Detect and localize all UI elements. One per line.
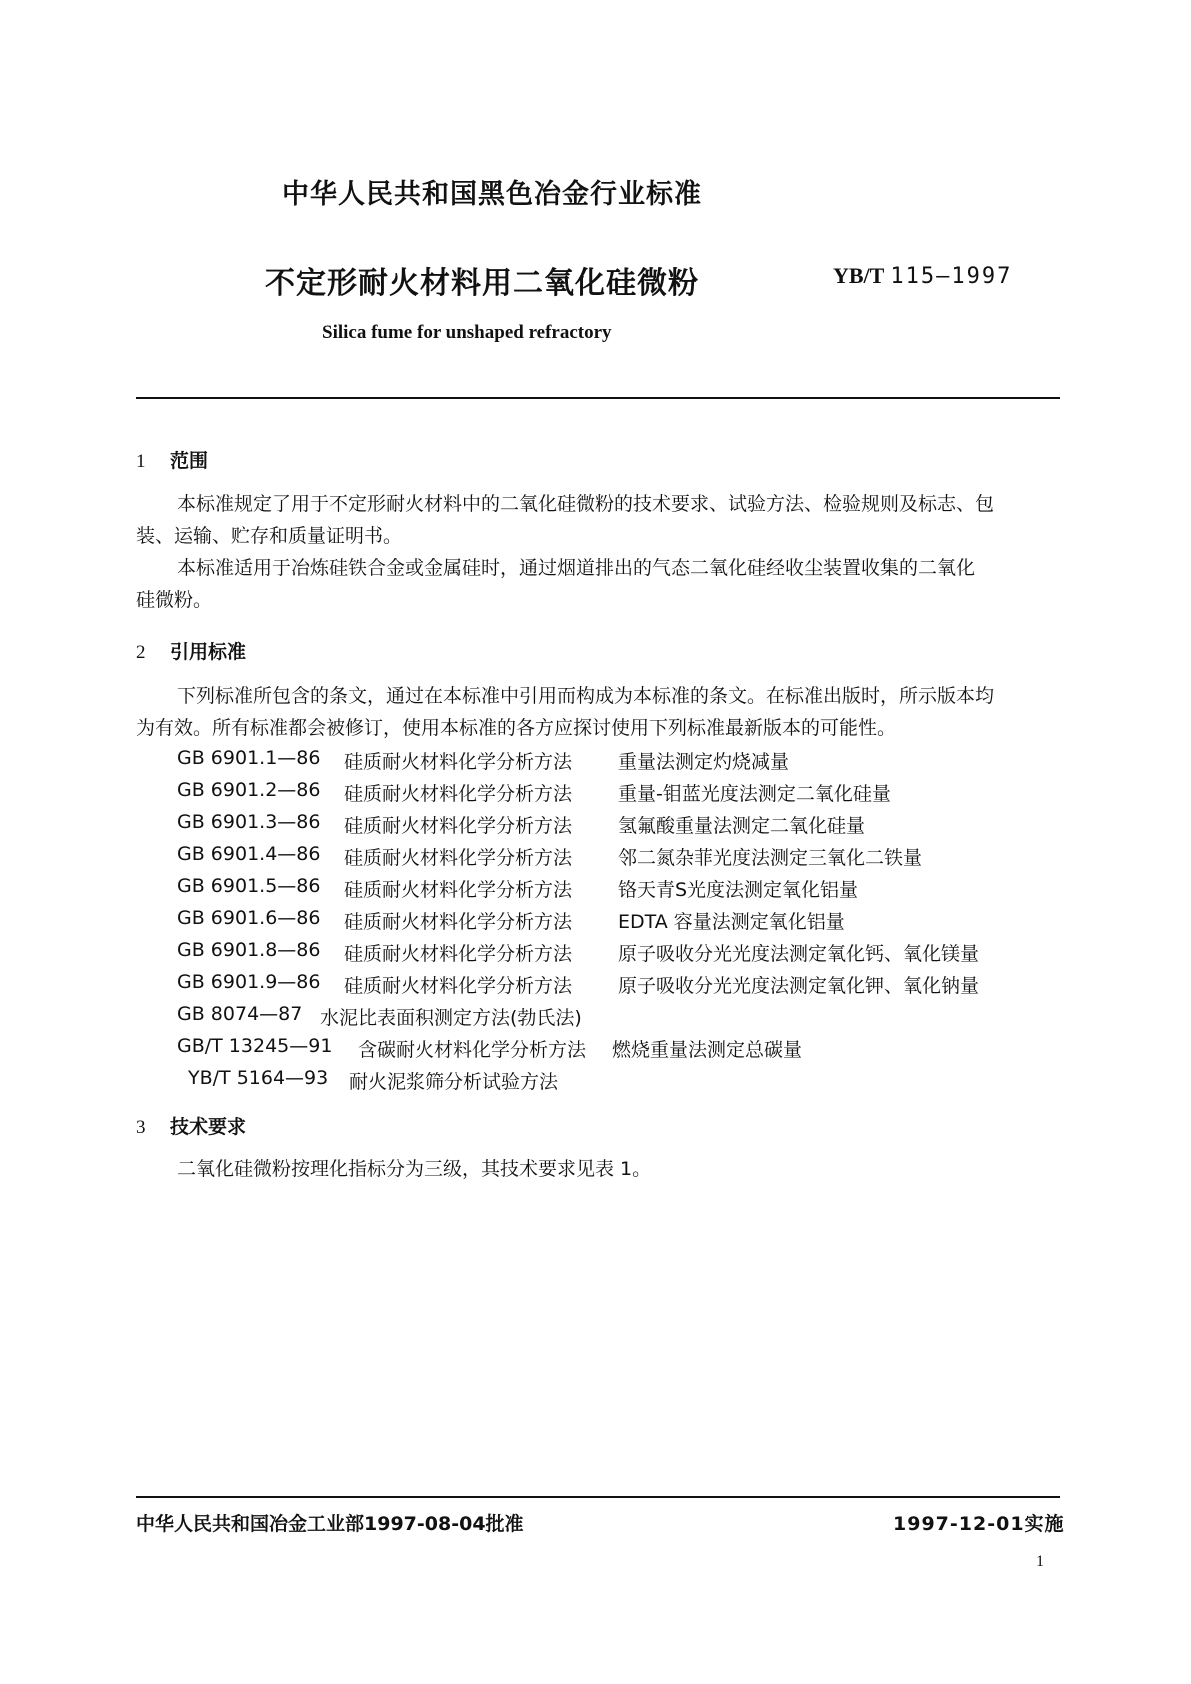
implementation-date: 1997-12-01实施 [893,1513,1065,1535]
ref-code: GB 6901.1—86 [177,747,321,769]
section-3-title: 技术要求 [170,1116,247,1138]
ref-title: 水泥比表面积测定方法(勃氏法) [320,1007,582,1029]
ref-title: 硅质耐火材料化学分析方法 [344,847,573,869]
ref-code: GB 6901.6—86 [177,907,321,929]
approval-line: 中华人民共和国冶金工业部1997-08-04批准 [136,1513,524,1535]
section-3-heading [136,1112,246,1139]
ref-title: 硅质耐火材料化学分析方法 [344,975,573,997]
section-2-number: 2 [136,642,146,663]
section-2-intro-line-2: 为有效。所有标准都会被修订，使用本标准的各方应探讨使用下列标准最新版本的可能性。 [136,717,897,739]
ref-method: 原子吸收分光光度法测定氧化钙、氧化镁量 [618,943,980,965]
section-1-para-1-line-1: 本标准规定了用于不定形耐火材料中的二氧化硅微粉的技术要求、试验方法、检验规则及标志、包 [177,493,995,515]
ref-title: 硅质耐火材料化学分析方法 [344,783,573,805]
issuing-authority: 中华人民共和国黑色冶金行业标准 [282,179,702,210]
section-1-para-2-line-1: 本标准适用于冶炼硅铁合金或金属硅时，通过烟道排出的气态二氧化硅经收尘装置收集的二氧化 [177,557,976,579]
ref-method: 原子吸收分光光度法测定氧化钾、氧化钠量 [618,975,980,997]
ref-code: GB/T 13245—91 [177,1035,333,1057]
ref-title: 硅质耐火材料化学分析方法 [344,751,573,773]
ref-title: 硅质耐火材料化学分析方法 [344,879,573,901]
ref-code: GB 8074—87 [177,1003,303,1025]
section-2-intro-line-1: 下列标准所包含的条文，通过在本标准中引用而构成为本标准的条文。在标准出版时，所示版本均 [177,685,995,707]
ref-method: EDTA 容量法测定氧化铝量 [618,911,845,933]
ref-title: 硅质耐火材料化学分析方法 [344,815,573,837]
section-3-paragraph: 二氧化硅微粉按理化指标分为三级，其技术要求见表 1。 [177,1158,652,1180]
ref-method: 燃烧重量法测定总碳量 [612,1039,803,1061]
ref-title: 硅质耐火材料化学分析方法 [344,943,573,965]
ref-title: 含碳耐火材料化学分析方法 [358,1039,587,1061]
ref-code: GB 6901.8—86 [177,939,321,961]
ref-title: 硅质耐火材料化学分析方法 [344,911,573,933]
section-2-title: 引用标准 [170,641,247,663]
standard-title-english: Silica fume for unshaped refractory [322,322,612,343]
ref-code: GB 6901.3—86 [177,811,321,833]
section-2-heading [136,637,246,664]
ref-code: GB 6901.2—86 [177,779,321,801]
header-divider [136,397,1060,399]
page-number: 1 [1036,1553,1044,1570]
ref-method: 铬天青S光度法测定氧化铝量 [618,879,859,901]
standard-code [833,263,1012,289]
standard-code-prefix: YB/T [833,263,885,288]
standard-title-chinese: 不定形耐火材料用二氧化硅微粉 [265,266,699,301]
section-1-number: 1 [136,451,146,472]
ref-code: GB 6901.5—86 [177,875,321,897]
footer-divider [136,1496,1060,1498]
ref-code: YB/T 5164—93 [188,1067,329,1089]
ref-method: 重量法测定灼烧减量 [618,751,790,773]
ref-method: 邻二氮杂菲光度法测定三氧化二铁量 [618,847,923,869]
ref-method: 氢氟酸重量法测定二氧化硅量 [618,815,866,837]
ref-title: 耐火泥浆筛分析试验方法 [349,1071,559,1093]
standard-code-number: 115—1997 [890,264,1013,289]
section-3-number: 3 [136,1117,146,1138]
section-1-para-1-line-2: 装、运输、贮存和质量证明书。 [136,525,403,547]
section-1-title: 范围 [170,450,209,472]
section-1-heading [136,446,208,473]
ref-code: GB 6901.4—86 [177,843,321,865]
ref-code: GB 6901.9—86 [177,971,321,993]
ref-method: 重量-钼蓝光度法测定二氧化硅量 [618,783,891,805]
section-1-para-2-line-2: 硅微粉。 [136,589,213,611]
